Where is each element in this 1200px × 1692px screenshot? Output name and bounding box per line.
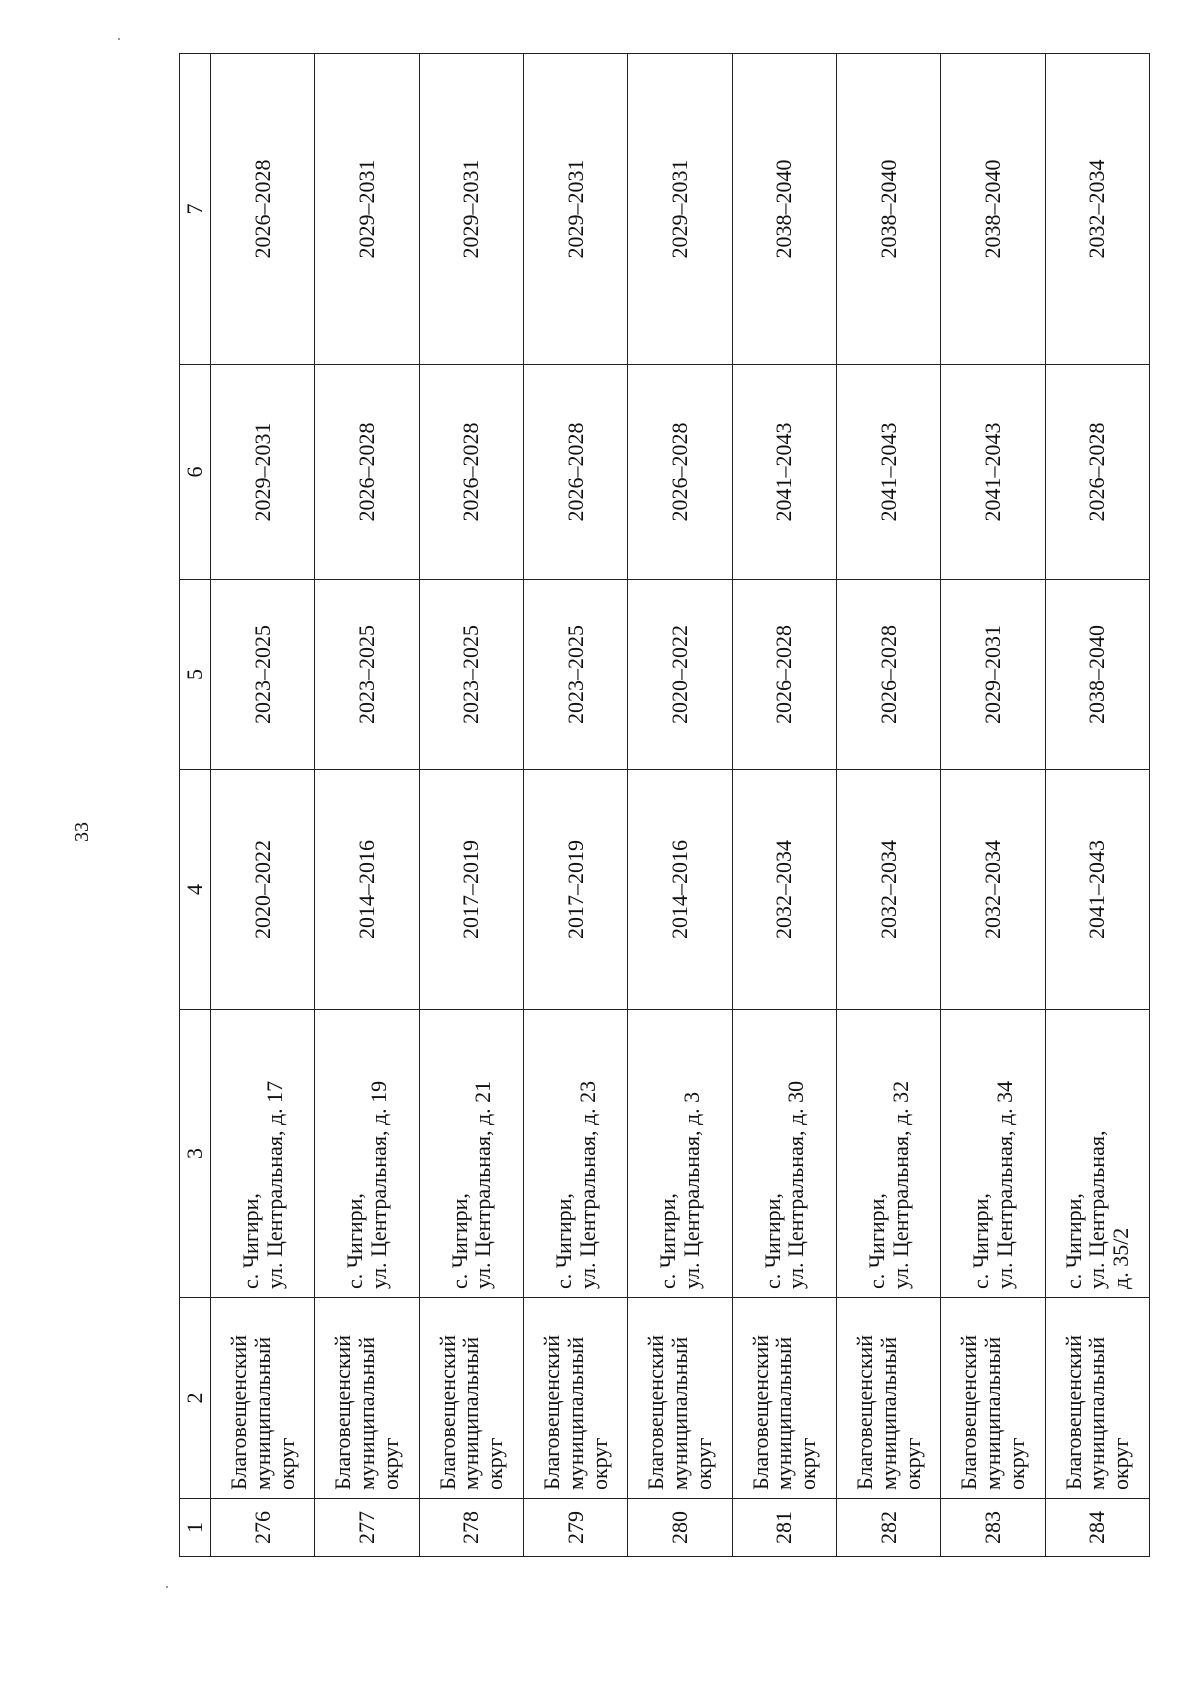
address-line: с. Чигири, bbox=[342, 1193, 368, 1289]
table-row bbox=[1045, 54, 1149, 1557]
address-cell bbox=[628, 1010, 732, 1298]
rotated-table-container bbox=[179, 112, 1150, 1557]
period-cell-col-4: 2032–2034 bbox=[732, 770, 836, 1010]
period-cell-col-4: 2014–2016 bbox=[628, 770, 732, 1010]
period-cell-col-7: 2026–2028 bbox=[211, 54, 315, 365]
address-line: с. Чигири, bbox=[863, 1193, 889, 1289]
address-cell bbox=[941, 1010, 1045, 1298]
header-col-5: 5 bbox=[180, 580, 211, 770]
region-line: Благовещенский bbox=[747, 1334, 773, 1490]
header-col-6: 6 bbox=[180, 365, 211, 580]
period-cell-col-7: 2029–2031 bbox=[419, 54, 523, 365]
region-line: округ bbox=[795, 1437, 821, 1490]
address-line: ул. Центральная, д. 34 bbox=[991, 1080, 1017, 1289]
region-line: округ bbox=[586, 1437, 612, 1490]
region-line: муниципальный bbox=[458, 1336, 484, 1490]
period-cell-col-7: 2029–2031 bbox=[315, 54, 419, 365]
row-number-cell: 277 bbox=[315, 1499, 419, 1557]
period-cell-col-4: 2014–2016 bbox=[315, 770, 419, 1010]
period-cell-col-7: 2038–2040 bbox=[941, 54, 1045, 365]
scan-speck-top bbox=[118, 38, 120, 40]
region-line: Благовещенский bbox=[226, 1334, 252, 1490]
address-line: с. Чигири, bbox=[237, 1193, 263, 1289]
address-line: д. 35/2 bbox=[1108, 1227, 1134, 1289]
region-line: муниципальный bbox=[249, 1336, 275, 1490]
row-number-cell: 281 bbox=[732, 1499, 836, 1557]
region-line: муниципальный bbox=[875, 1336, 901, 1490]
region-cell bbox=[211, 1298, 315, 1499]
region-line: округ bbox=[899, 1437, 925, 1490]
address-cell bbox=[732, 1010, 836, 1298]
period-cell-col-5: 2038–2040 bbox=[1045, 580, 1149, 770]
region-line: муниципальный bbox=[562, 1336, 588, 1490]
period-cell-col-5: 2029–2031 bbox=[941, 580, 1045, 770]
address-line: ул. Центральная, д. 32 bbox=[887, 1080, 913, 1289]
period-cell-col-6: 2029–2031 bbox=[211, 365, 315, 580]
period-cell-col-6: 2026–2028 bbox=[419, 365, 523, 580]
region-line: округ bbox=[273, 1437, 299, 1490]
row-number-cell: 282 bbox=[836, 1499, 940, 1557]
period-cell-col-6: 2041–2043 bbox=[836, 365, 940, 580]
period-cell-col-4: 2017–2019 bbox=[419, 770, 523, 1010]
region-line: Благовещенский bbox=[330, 1334, 356, 1490]
period-cell-col-6: 2026–2028 bbox=[315, 365, 419, 580]
page-number: 33 bbox=[71, 822, 93, 842]
address-cell bbox=[1045, 1010, 1149, 1298]
region-line: округ bbox=[377, 1437, 403, 1490]
period-cell-col-6: 2026–2028 bbox=[628, 365, 732, 580]
region-line: Благовещенский bbox=[539, 1334, 565, 1490]
region-line: Благовещенский bbox=[643, 1334, 669, 1490]
header-col-2: 2 bbox=[180, 1298, 211, 1499]
period-cell-col-7: 2038–2040 bbox=[836, 54, 940, 365]
table-row bbox=[211, 54, 315, 1557]
period-cell-col-5: 2023–2025 bbox=[315, 580, 419, 770]
address-line: ул. Центральная, bbox=[1084, 1130, 1110, 1289]
region-line: округ bbox=[1108, 1437, 1134, 1490]
region-line: муниципальный bbox=[354, 1336, 380, 1490]
address-cell bbox=[315, 1010, 419, 1298]
address-cell bbox=[419, 1010, 523, 1298]
period-cell-col-6: 2026–2028 bbox=[1045, 365, 1149, 580]
schedule-table bbox=[179, 53, 1150, 1557]
address-line: с. Чигири, bbox=[1060, 1193, 1086, 1289]
address-line: с. Чигири, bbox=[446, 1193, 472, 1289]
address-line: ул. Центральная, д. 30 bbox=[783, 1080, 809, 1289]
region-line: Благовещенский bbox=[956, 1334, 982, 1490]
region-cell bbox=[523, 1298, 627, 1499]
table-row bbox=[628, 54, 732, 1557]
address-line: с. Чигири, bbox=[655, 1193, 681, 1289]
address-line: с. Чигири, bbox=[759, 1193, 785, 1289]
region-line: муниципальный bbox=[771, 1336, 797, 1490]
period-cell-col-7: 2032–2034 bbox=[1045, 54, 1149, 365]
period-cell-col-7: 2038–2040 bbox=[732, 54, 836, 365]
region-cell bbox=[315, 1298, 419, 1499]
address-cell bbox=[836, 1010, 940, 1298]
address-line: ул. Центральная, д. 21 bbox=[470, 1080, 496, 1289]
table-row bbox=[523, 54, 627, 1557]
header-col-4: 4 bbox=[180, 770, 211, 1010]
period-cell-col-6: 2041–2043 bbox=[732, 365, 836, 580]
address-line: ул. Центральная, д. 23 bbox=[574, 1080, 600, 1289]
address-line: ул. Центральная, д. 3 bbox=[678, 1091, 704, 1289]
row-number-cell: 280 bbox=[628, 1499, 732, 1557]
period-cell-col-7: 2029–2031 bbox=[523, 54, 627, 365]
period-cell-col-4: 2020–2022 bbox=[211, 770, 315, 1010]
table-row bbox=[419, 54, 523, 1557]
period-cell-col-7: 2029–2031 bbox=[628, 54, 732, 365]
address-line: ул. Центральная, д. 19 bbox=[365, 1080, 391, 1289]
header-col-1: 1 bbox=[180, 1499, 211, 1557]
region-cell bbox=[836, 1298, 940, 1499]
header-col-7: 7 bbox=[180, 54, 211, 365]
period-cell-col-5: 2020–2022 bbox=[628, 580, 732, 770]
region-cell bbox=[732, 1298, 836, 1499]
address-line: с. Чигири, bbox=[550, 1193, 576, 1289]
period-cell-col-6: 2041–2043 bbox=[941, 365, 1045, 580]
period-cell-col-5: 2026–2028 bbox=[836, 580, 940, 770]
table-row bbox=[941, 54, 1045, 1557]
period-cell-col-5: 2023–2025 bbox=[211, 580, 315, 770]
scan-speck-bottom bbox=[166, 1586, 168, 1588]
address-line: ул. Центральная, д. 17 bbox=[261, 1080, 287, 1289]
region-line: Благовещенский bbox=[1060, 1334, 1086, 1490]
period-cell-col-4: 2032–2034 bbox=[941, 770, 1045, 1010]
period-cell-col-5: 2023–2025 bbox=[523, 580, 627, 770]
period-cell-col-5: 2026–2028 bbox=[732, 580, 836, 770]
row-number-cell: 278 bbox=[419, 1499, 523, 1557]
region-line: округ bbox=[1003, 1437, 1029, 1490]
table-row bbox=[836, 54, 940, 1557]
period-cell-col-4: 2017–2019 bbox=[523, 770, 627, 1010]
row-number-cell: 279 bbox=[523, 1499, 627, 1557]
region-line: муниципальный bbox=[1084, 1336, 1110, 1490]
table-row bbox=[315, 54, 419, 1557]
period-cell-col-4: 2032–2034 bbox=[836, 770, 940, 1010]
row-number-cell: 284 bbox=[1045, 1499, 1149, 1557]
region-line: Благовещенский bbox=[434, 1334, 460, 1490]
region-line: муниципальный bbox=[667, 1336, 693, 1490]
period-cell-col-5: 2023–2025 bbox=[419, 580, 523, 770]
region-line: округ bbox=[482, 1437, 508, 1490]
region-line: Благовещенский bbox=[852, 1334, 877, 1490]
region-cell bbox=[628, 1298, 732, 1499]
period-cell-col-6: 2026–2028 bbox=[523, 365, 627, 580]
region-cell bbox=[941, 1298, 1045, 1499]
region-cell bbox=[419, 1298, 523, 1499]
address-line: с. Чигири, bbox=[968, 1193, 994, 1289]
region-line: округ bbox=[690, 1437, 716, 1490]
region-cell bbox=[1045, 1298, 1149, 1499]
address-cell bbox=[211, 1010, 315, 1298]
table-row bbox=[732, 54, 836, 1557]
header-col-3: 3 bbox=[180, 1010, 211, 1298]
row-number-cell: 276 bbox=[211, 1499, 315, 1557]
header-row bbox=[180, 54, 211, 1557]
region-line: муниципальный bbox=[980, 1336, 1006, 1490]
row-number-cell: 283 bbox=[941, 1499, 1045, 1557]
period-cell-col-4: 2041–2043 bbox=[1045, 770, 1149, 1010]
address-cell bbox=[523, 1010, 627, 1298]
